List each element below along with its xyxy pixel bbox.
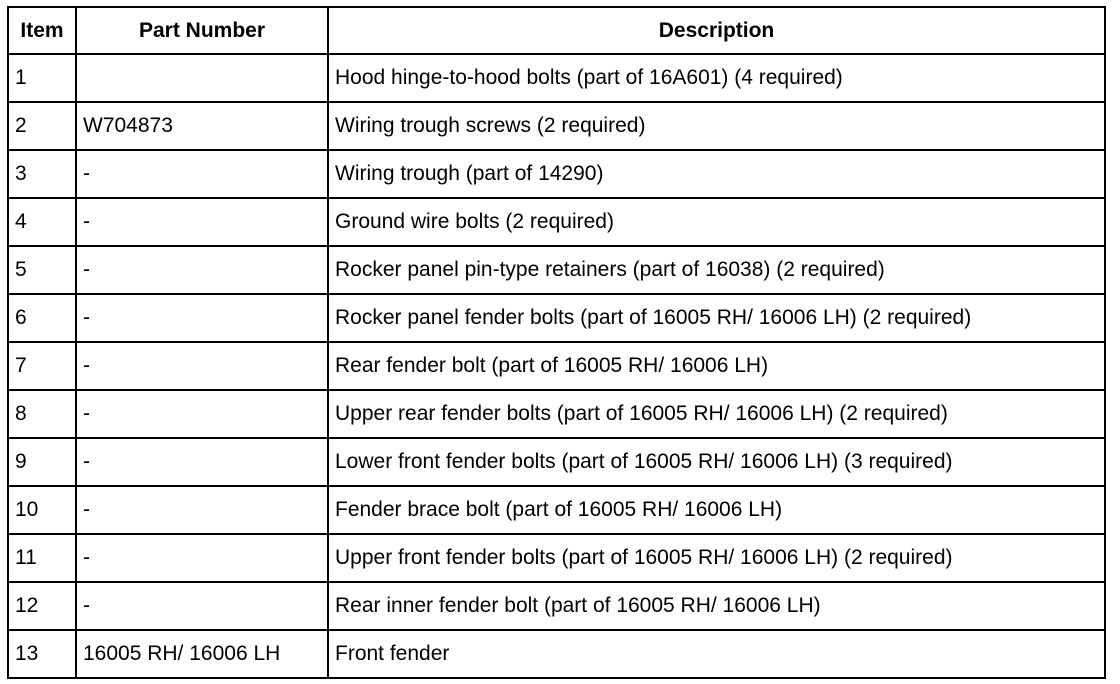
cell-description: Ground wire bolts (2 required) bbox=[328, 198, 1105, 246]
cell-description: Wiring trough screws (2 required) bbox=[328, 102, 1105, 150]
cell-part-number: - bbox=[76, 150, 328, 198]
cell-description: Wiring trough (part of 14290) bbox=[328, 150, 1105, 198]
cell-description: Lower front fender bolts (part of 16005 RH/ 16006 LH) (3 required) bbox=[328, 438, 1105, 486]
cell-part-number: 16005 RH/ 16006 LH bbox=[76, 630, 328, 678]
cell-part-number: - bbox=[76, 390, 328, 438]
table-row bbox=[8, 582, 1105, 630]
cell-description: Upper rear fender bolts (part of 16005 RH/ 16006 LH) (2 required) bbox=[328, 390, 1105, 438]
cell-description: Rocker panel fender bolts (part of 16005 RH/ 16006 LH) (2 required) bbox=[328, 294, 1105, 342]
cell-part-number: W704873 bbox=[76, 102, 328, 150]
table-row bbox=[8, 150, 1105, 198]
parts-table bbox=[7, 6, 1106, 679]
cell-item: 10 bbox=[8, 486, 76, 534]
table-row bbox=[8, 438, 1105, 486]
cell-item: 1 bbox=[8, 54, 76, 102]
cell-item: 3 bbox=[8, 150, 76, 198]
cell-item: 11 bbox=[8, 534, 76, 582]
header-item: Item bbox=[8, 7, 76, 54]
cell-part-number: - bbox=[76, 246, 328, 294]
table-row bbox=[8, 630, 1105, 678]
cell-part-number: - bbox=[76, 534, 328, 582]
cell-item: 6 bbox=[8, 294, 76, 342]
cell-part-number bbox=[76, 54, 328, 102]
cell-item: 2 bbox=[8, 102, 76, 150]
cell-part-number: - bbox=[76, 582, 328, 630]
cell-description: Rear inner fender bolt (part of 16005 RH/ 16006 LH) bbox=[328, 582, 1105, 630]
cell-description: Hood hinge-to-hood bolts (part of 16A601) (4 required) bbox=[328, 54, 1105, 102]
cell-part-number: - bbox=[76, 486, 328, 534]
table-row bbox=[8, 246, 1105, 294]
cell-description: Front fender bbox=[328, 630, 1105, 678]
cell-part-number: - bbox=[76, 198, 328, 246]
cell-item: 13 bbox=[8, 630, 76, 678]
cell-item: 9 bbox=[8, 438, 76, 486]
cell-item: 7 bbox=[8, 342, 76, 390]
cell-item: 12 bbox=[8, 582, 76, 630]
cell-description: Fender brace bolt (part of 16005 RH/ 16006 LH) bbox=[328, 486, 1105, 534]
cell-description: Rocker panel pin-type retainers (part of 16038) (2 required) bbox=[328, 246, 1105, 294]
table-row bbox=[8, 102, 1105, 150]
table-row bbox=[8, 54, 1105, 102]
table-row bbox=[8, 486, 1105, 534]
cell-part-number: - bbox=[76, 342, 328, 390]
table-row bbox=[8, 390, 1105, 438]
cell-item: 5 bbox=[8, 246, 76, 294]
cell-part-number: - bbox=[76, 438, 328, 486]
table-row bbox=[8, 534, 1105, 582]
table-row bbox=[8, 294, 1105, 342]
cell-description: Rear fender bolt (part of 16005 RH/ 16006 LH) bbox=[328, 342, 1105, 390]
cell-item: 8 bbox=[8, 390, 76, 438]
header-row bbox=[8, 7, 1105, 54]
table-row bbox=[8, 342, 1105, 390]
cell-description: Upper front fender bolts (part of 16005 RH/ 16006 LH) (2 required) bbox=[328, 534, 1105, 582]
header-part-number: Part Number bbox=[76, 7, 328, 54]
cell-part-number: - bbox=[76, 294, 328, 342]
header-description: Description bbox=[328, 7, 1105, 54]
table-row bbox=[8, 198, 1105, 246]
cell-item: 4 bbox=[8, 198, 76, 246]
